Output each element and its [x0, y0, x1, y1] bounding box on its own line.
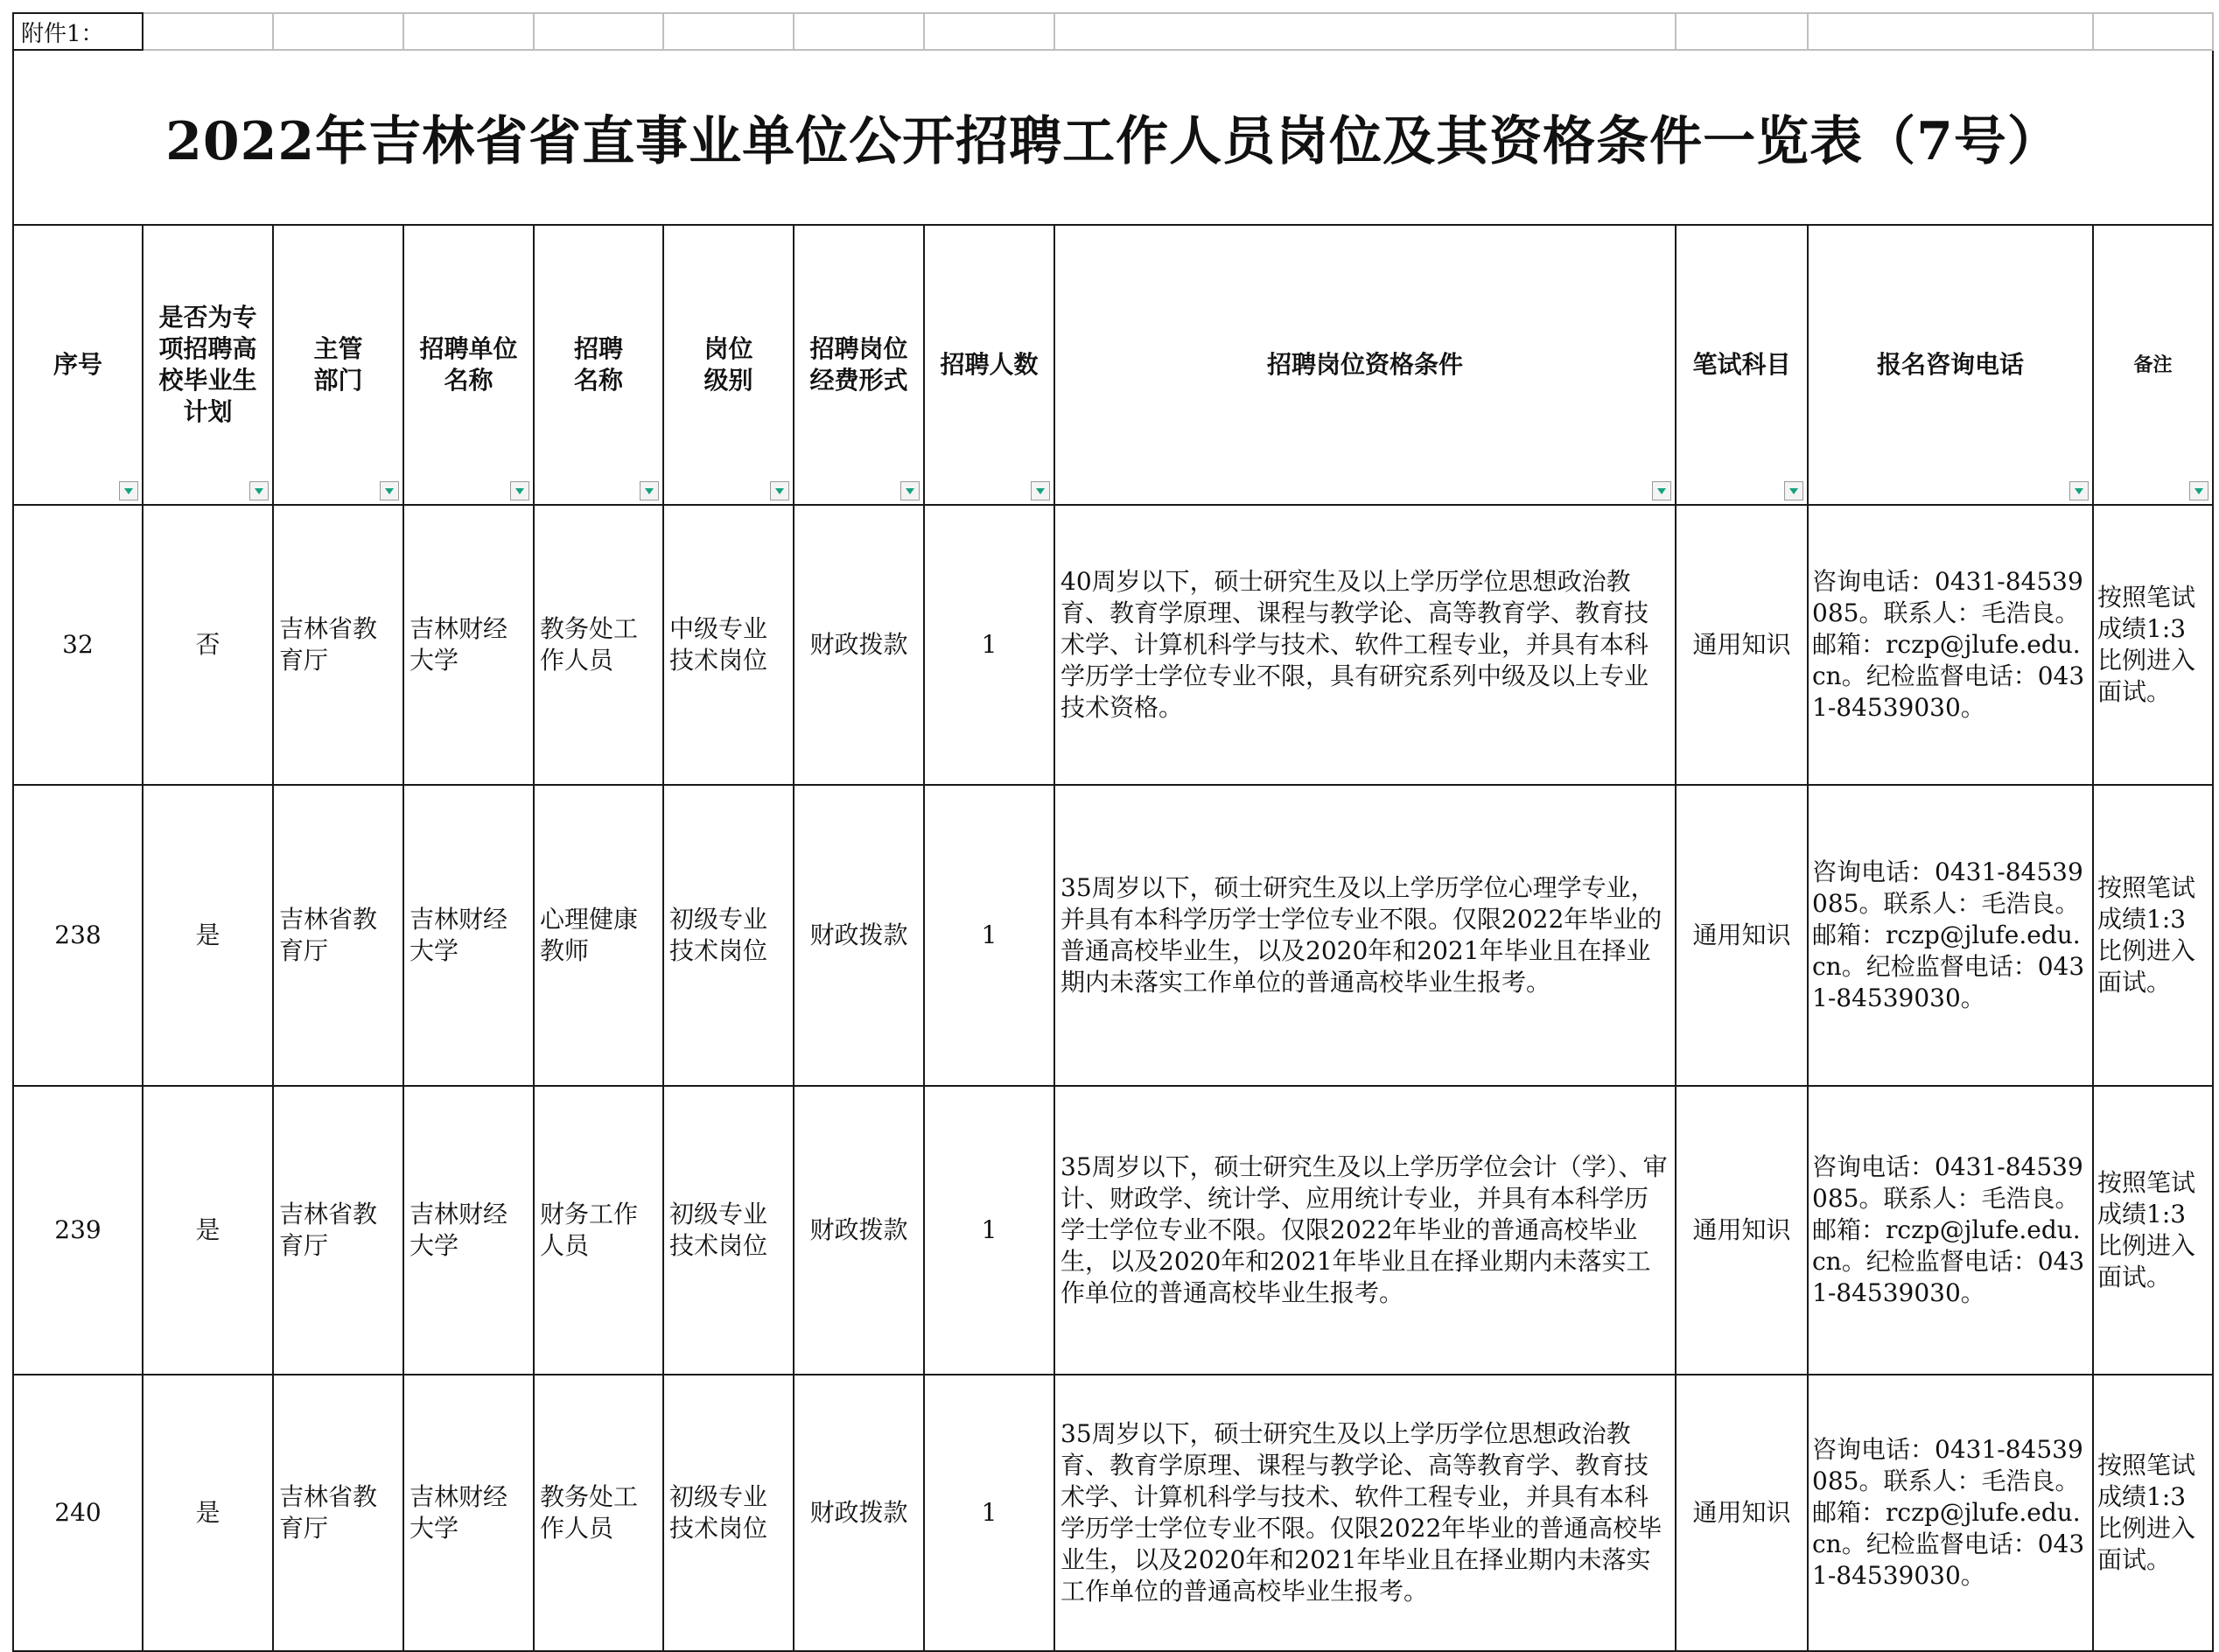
- cell-seq[interactable]: 32: [13, 505, 143, 785]
- filter-dropdown-icon[interactable]: [2069, 481, 2089, 500]
- cell-department[interactable]: 吉林省教育厅: [273, 505, 403, 785]
- cell-seq[interactable]: 240: [13, 1375, 143, 1651]
- cell-count[interactable]: 1: [924, 505, 1054, 785]
- cell-unit[interactable]: 吉林财经大学: [403, 785, 534, 1086]
- cell-remark[interactable]: 按照笔试成绩1:3比例进入面试。: [2093, 1086, 2213, 1375]
- attachment-row: [13, 13, 2213, 50]
- cell-funding[interactable]: 财政拨款: [794, 1375, 924, 1651]
- cell-position[interactable]: 教务处工作人员: [534, 1375, 663, 1651]
- header-position[interactable]: 招聘名称: [534, 225, 663, 505]
- filter-dropdown-icon[interactable]: [2189, 481, 2208, 500]
- cell-special-plan[interactable]: 是: [143, 1086, 273, 1375]
- cell-level[interactable]: 初级专业技术岗位: [663, 785, 794, 1086]
- cell-special-plan[interactable]: 否: [143, 505, 273, 785]
- cell-level[interactable]: 初级专业技术岗位: [663, 1086, 794, 1375]
- cell-seq[interactable]: 239: [13, 1086, 143, 1375]
- cell-department[interactable]: 吉林省教育厅: [273, 785, 403, 1086]
- cell-position[interactable]: 财务工作人员: [534, 1086, 663, 1375]
- cell-requirements[interactable]: 40周岁以下，硕士研究生及以上学历学位思想政治教育、教育学原理、课程与教学论、高等教育学、教育技术学、计算机科学与技术、软件工程专业，并具有本科学历学士学位专业不限，具有研究系列中级及以上专业技术资格。: [1054, 505, 1676, 785]
- table-row: [13, 505, 2213, 785]
- cell-unit[interactable]: 吉林财经大学: [403, 1375, 534, 1651]
- header-requirements[interactable]: 招聘岗位资格条件: [1054, 225, 1676, 505]
- header-seq[interactable]: 序号: [13, 225, 143, 505]
- cell-seq[interactable]: 238: [13, 785, 143, 1086]
- cell-exam[interactable]: 通用知识: [1676, 785, 1808, 1086]
- header-department[interactable]: 主管部门: [273, 225, 403, 505]
- cell-funding[interactable]: 财政拨款: [794, 1086, 924, 1375]
- table-row: [13, 785, 2213, 1086]
- cell-remark[interactable]: 按照笔试成绩1:3比例进入面试。: [2093, 785, 2213, 1086]
- header-count[interactable]: 招聘人数: [924, 225, 1054, 505]
- header-special-plan[interactable]: 是否为专项招聘高校毕业生计划: [143, 225, 273, 505]
- cell-exam[interactable]: 通用知识: [1676, 505, 1808, 785]
- filter-dropdown-icon[interactable]: [380, 481, 399, 500]
- cell-department[interactable]: 吉林省教育厅: [273, 1375, 403, 1651]
- page-title[interactable]: 2022年吉林省省直事业单位公开招聘工作人员岗位及其资格条件一览表（7号）: [13, 50, 2213, 225]
- cell-phone[interactable]: 咨询电话：0431-84539085。联系人：毛浩良。邮箱：rczp@jlufe.edu.cn。纪检监督电话：0431-84539030。: [1808, 1086, 2093, 1375]
- cell-count[interactable]: 1: [924, 1086, 1054, 1375]
- filter-dropdown-icon[interactable]: [1031, 481, 1050, 500]
- cell-special-plan[interactable]: 是: [143, 785, 273, 1086]
- header-unit[interactable]: 招聘单位名称: [403, 225, 534, 505]
- cell-requirements[interactable]: 35周岁以下，硕士研究生及以上学历学位心理学专业，并具有本科学历学士学位专业不限。仅限2022年毕业的普通高校毕业生，以及2020年和2021年毕业且在择业期内未落实工作单位的普通高校毕业生报考。: [1054, 785, 1676, 1086]
- cell-phone[interactable]: 咨询电话：0431-84539085。联系人：毛浩良。邮箱：rczp@jlufe.edu.cn。纪检监督电话：0431-84539030。: [1808, 1375, 2093, 1651]
- filter-dropdown-icon[interactable]: [900, 481, 920, 500]
- cell-count[interactable]: 1: [924, 785, 1054, 1086]
- filter-dropdown-icon[interactable]: [510, 481, 529, 500]
- cell-position[interactable]: 教务处工作人员: [534, 505, 663, 785]
- header-phone[interactable]: 报名咨询电话: [1808, 225, 2093, 505]
- cell-exam[interactable]: 通用知识: [1676, 1086, 1808, 1375]
- attachment-label[interactable]: 附件1：: [13, 13, 143, 50]
- filter-dropdown-icon[interactable]: [1784, 481, 1803, 500]
- cell-requirements[interactable]: 35周岁以下，硕士研究生及以上学历学位思想政治教育、教育学原理、课程与教学论、高等教育学、教育技术学、计算机科学与技术、软件工程专业，并具有本科学历学士学位专业不限。仅限2022年毕业的普通高校毕业生，以及2020年和2021年毕业且在择业期内未落实工作单位的普通高校毕业生报考。: [1054, 1375, 1676, 1651]
- cell-remark[interactable]: 按照笔试成绩1:3比例进入面试。: [2093, 1375, 2213, 1651]
- cell-funding[interactable]: 财政拨款: [794, 505, 924, 785]
- table-row: [13, 1086, 2213, 1375]
- filter-dropdown-icon[interactable]: [1652, 481, 1671, 500]
- filter-dropdown-icon[interactable]: [640, 481, 659, 500]
- cell-position[interactable]: 心理健康教师: [534, 785, 663, 1086]
- header-funding[interactable]: 招聘岗位经费形式: [794, 225, 924, 505]
- cell-count[interactable]: 1: [924, 1375, 1054, 1651]
- cell-exam[interactable]: 通用知识: [1676, 1375, 1808, 1651]
- filter-dropdown-icon[interactable]: [249, 481, 269, 500]
- recruitment-table: [12, 12, 2214, 1652]
- header-remark[interactable]: 备注: [2093, 225, 2213, 505]
- cell-funding[interactable]: 财政拨款: [794, 785, 924, 1086]
- cell-unit[interactable]: 吉林财经大学: [403, 1086, 534, 1375]
- cell-special-plan[interactable]: 是: [143, 1375, 273, 1651]
- header-level[interactable]: 岗位级别: [663, 225, 794, 505]
- cell-unit[interactable]: 吉林财经大学: [403, 505, 534, 785]
- header-exam[interactable]: 笔试科目: [1676, 225, 1808, 505]
- header-row: [13, 225, 2213, 505]
- table-row: [13, 1375, 2213, 1651]
- cell-requirements[interactable]: 35周岁以下，硕士研究生及以上学历学位会计（学）、审计、财政学、统计学、应用统计专业，并具有本科学历学士学位专业不限。仅限2022年毕业的普通高校毕业生，以及2020年和2021年毕业且在择业期内未落实工作单位的普通高校毕业生报考。: [1054, 1086, 1676, 1375]
- cell-remark[interactable]: 按照笔试成绩1:3比例进入面试。: [2093, 505, 2213, 785]
- title-row: [13, 50, 2213, 225]
- cell-level[interactable]: 中级专业技术岗位: [663, 505, 794, 785]
- cell-level[interactable]: 初级专业技术岗位: [663, 1375, 794, 1651]
- filter-dropdown-icon[interactable]: [770, 481, 789, 500]
- cell-phone[interactable]: 咨询电话：0431-84539085。联系人：毛浩良。邮箱：rczp@jlufe.edu.cn。纪检监督电话：0431-84539030。: [1808, 785, 2093, 1086]
- cell-phone[interactable]: 咨询电话：0431-84539085。联系人：毛浩良。邮箱：rczp@jlufe.edu.cn。纪检监督电话：0431-84539030。: [1808, 505, 2093, 785]
- filter-dropdown-icon[interactable]: [119, 481, 138, 500]
- cell-department[interactable]: 吉林省教育厅: [273, 1086, 403, 1375]
